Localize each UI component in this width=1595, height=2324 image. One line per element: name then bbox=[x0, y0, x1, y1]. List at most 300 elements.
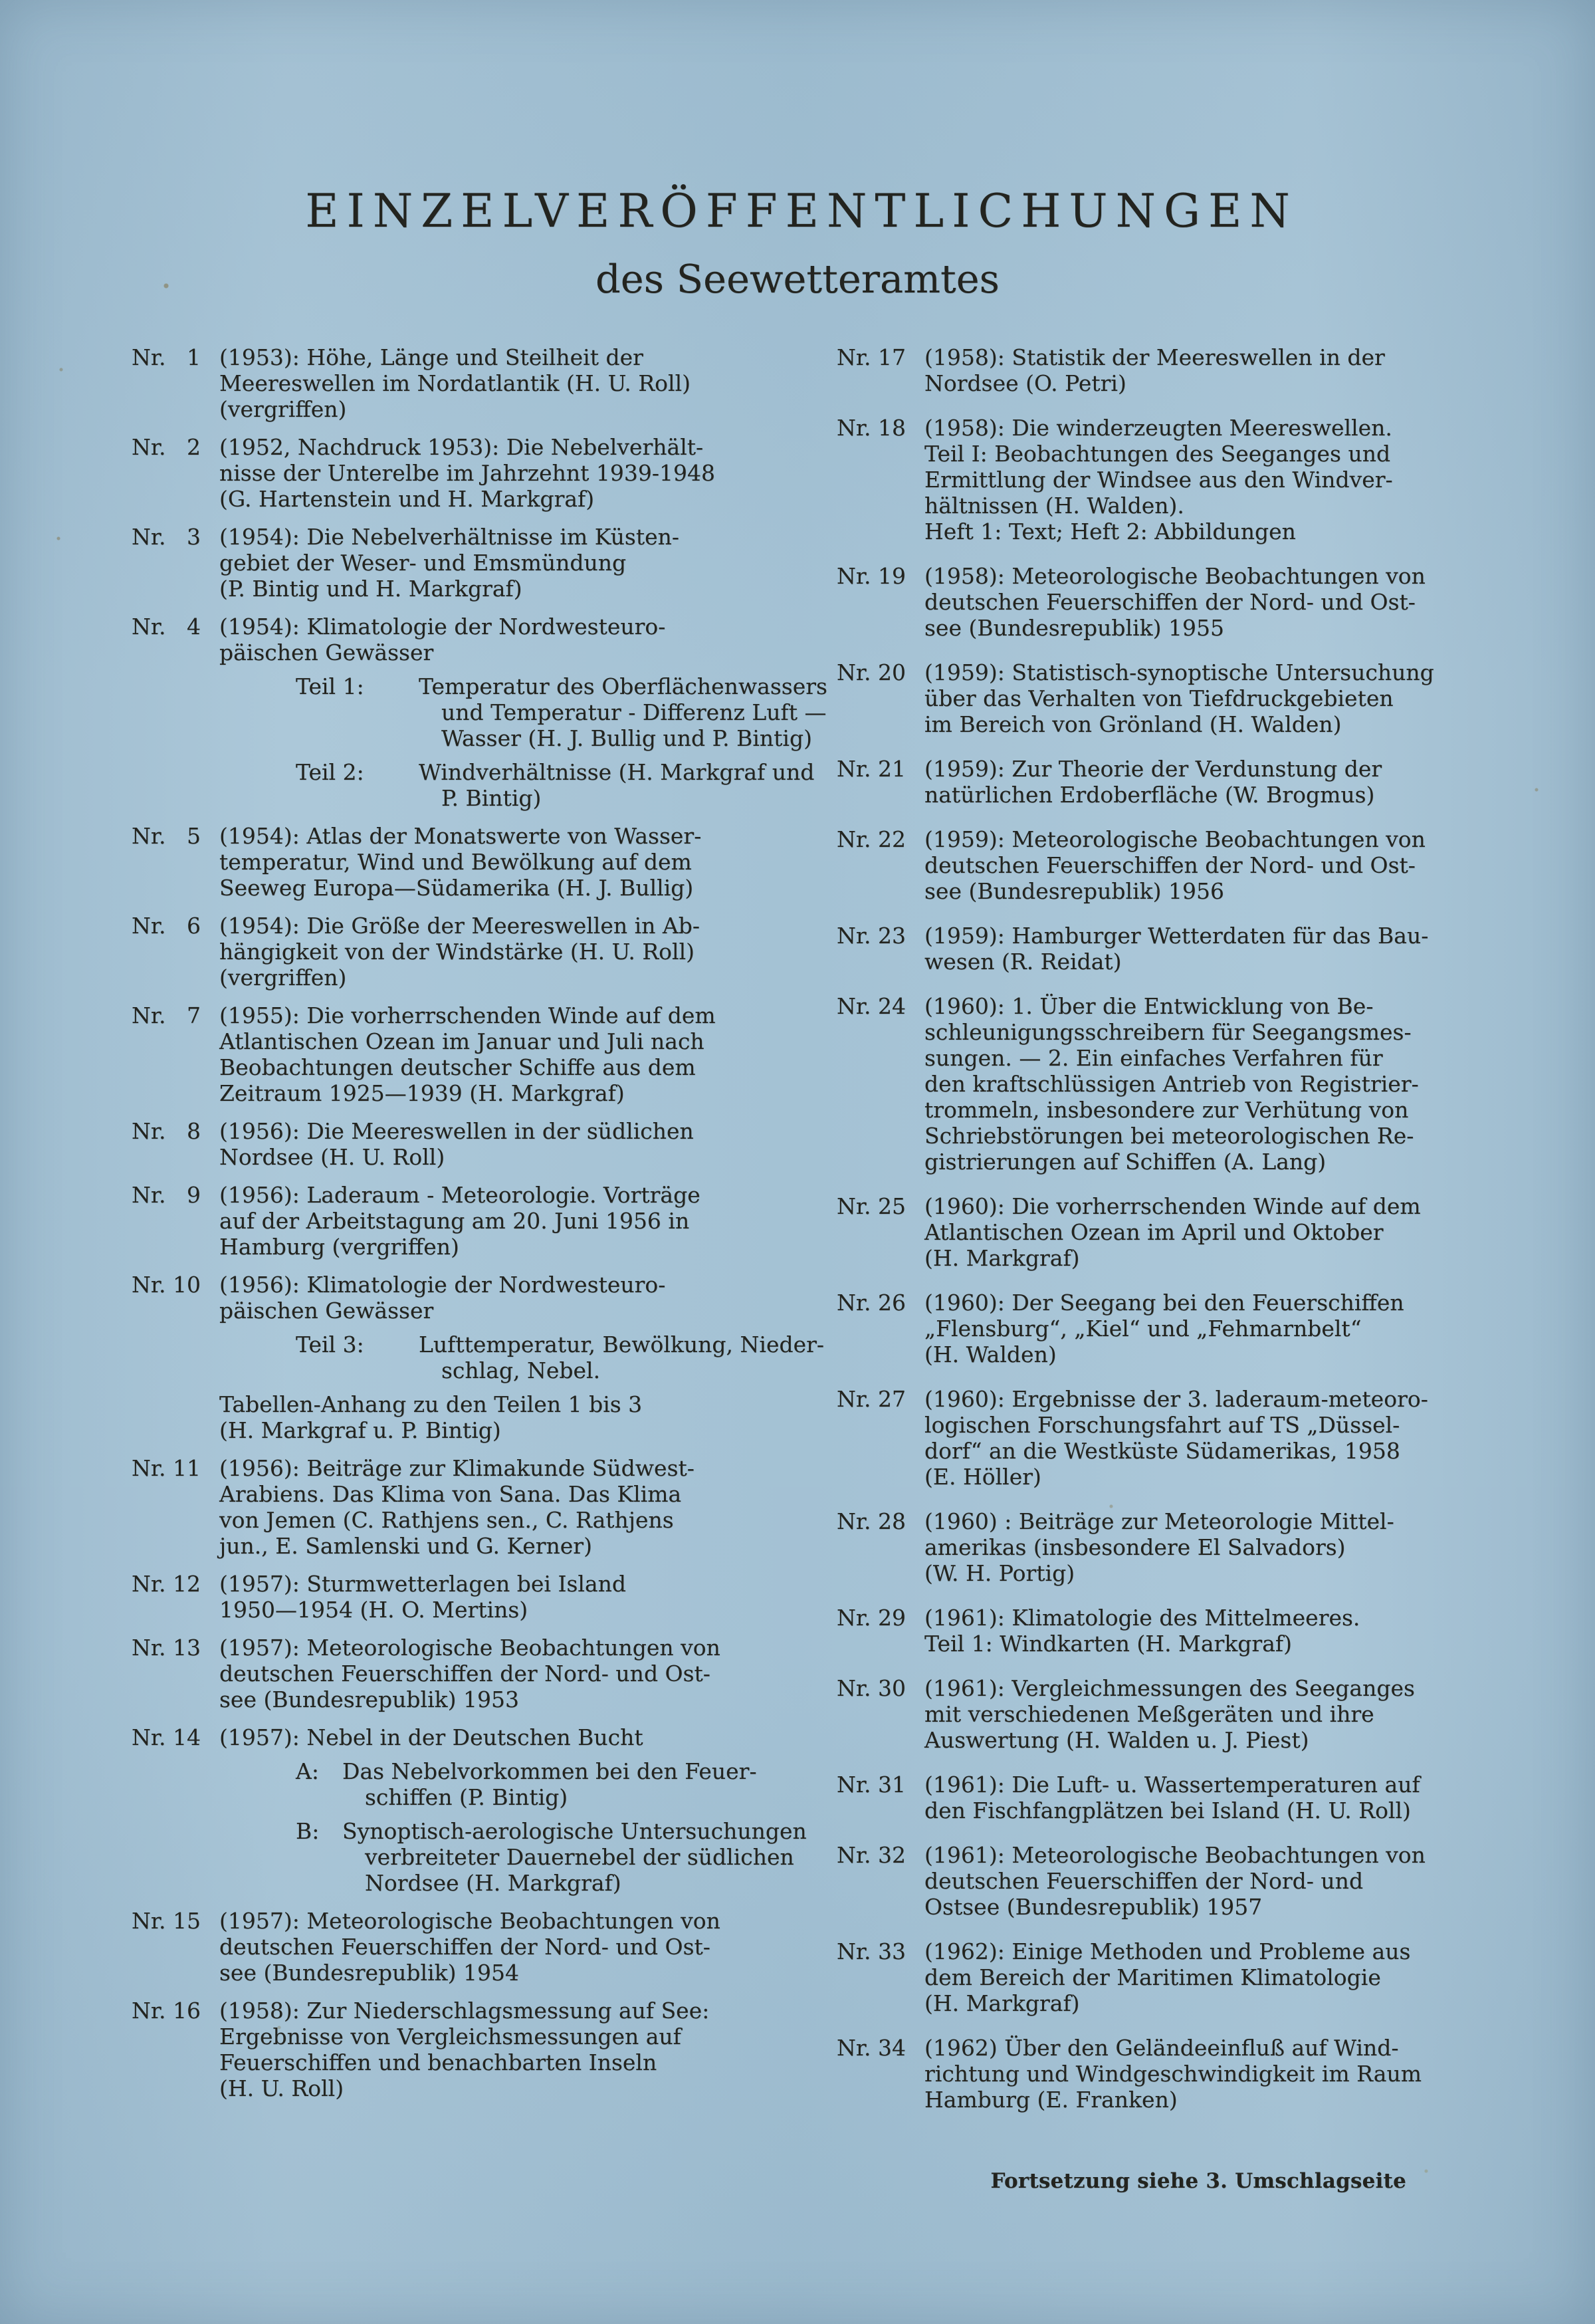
entry-number-prefix: Nr. bbox=[132, 1908, 166, 1934]
entry-line: Tabellen-Anhang zu den Teilen 1 bis 3 bbox=[219, 1391, 643, 1417]
entry-number bbox=[132, 434, 201, 460]
publication-entry bbox=[132, 1724, 807, 1896]
entry-number bbox=[132, 524, 201, 550]
entry-text-block bbox=[924, 659, 1461, 737]
entry-line: Windverhältnisse (H. Markgraf und bbox=[419, 759, 815, 785]
entry-line: Nordsee (O. Petri) bbox=[924, 370, 1126, 396]
entry-number-value: 1 bbox=[187, 344, 201, 370]
entry-line: deutschen Feuerschiffen der Nord- und bbox=[924, 1868, 1364, 1894]
entry-number-value: 22 bbox=[878, 826, 906, 852]
entry-number-prefix: Nr. bbox=[837, 756, 871, 782]
entry-body bbox=[924, 923, 1461, 975]
entry-body bbox=[219, 1182, 760, 1260]
entry-number-prefix: Nr. bbox=[132, 1571, 166, 1597]
entry-text-block bbox=[924, 415, 1461, 544]
entry-text-block bbox=[219, 1908, 760, 1986]
entry-number-prefix: Nr. bbox=[837, 1938, 871, 1964]
entry-line: (1958): Zur Niederschlagsmessung auf See: bbox=[219, 1998, 710, 2024]
entry-line: (1958): Die winderzeugten Meereswellen. bbox=[924, 415, 1392, 441]
entry-line: (1956): Laderaum - Meteorologie. Vorträge bbox=[219, 1182, 700, 1208]
entry-number-prefix: Nr. bbox=[837, 1772, 871, 1798]
entry-number bbox=[837, 415, 906, 441]
entry-number-prefix: Nr. bbox=[837, 1290, 871, 1316]
entry-line: (1956): Klimatologie der Nordwesteuro- bbox=[219, 1272, 666, 1298]
entry-text-block bbox=[924, 1290, 1461, 1367]
publication-entry bbox=[837, 563, 1461, 641]
entry-line: gistrierungen auf Schiffen (A. Lang) bbox=[924, 1149, 1327, 1175]
entry-text-block bbox=[924, 2035, 1461, 2113]
entry-text-block bbox=[924, 826, 1461, 904]
entry-sub-label: Teil 2: bbox=[296, 759, 364, 785]
publication-entry bbox=[837, 1605, 1461, 1657]
entry-line: Atlantischen Ozean im Januar und Juli nach bbox=[219, 1028, 704, 1054]
entry-line: (1960): Der Seegang bei den Feuerschiffen bbox=[924, 1290, 1404, 1316]
entry-line: von Jemen (C. Rathjens sen., C. Rathjens bbox=[219, 1507, 674, 1533]
entry-line: dorf“ an die Westküste Südamerikas, 1958 bbox=[924, 1438, 1400, 1464]
entry-number-prefix: Nr. bbox=[132, 1118, 166, 1144]
entry-number-prefix: Nr. bbox=[837, 344, 871, 370]
publication-entry bbox=[132, 434, 760, 512]
entry-line: (1956): Die Meereswellen in der südlichen bbox=[219, 1118, 694, 1144]
entry-number-value: 6 bbox=[187, 913, 201, 939]
entry-sub-block bbox=[296, 1758, 807, 1810]
entry-number-prefix: Nr. bbox=[132, 524, 166, 550]
entry-number-value: 17 bbox=[878, 344, 906, 370]
entry-sub-lines bbox=[419, 673, 827, 751]
entry-body bbox=[924, 344, 1461, 396]
entry-number-value: 12 bbox=[173, 1571, 201, 1597]
entry-body bbox=[219, 1724, 807, 1896]
publication-entry bbox=[132, 614, 827, 811]
entry-body bbox=[219, 614, 827, 811]
entry-line: see (Bundesrepublik) 1955 bbox=[924, 615, 1224, 641]
entry-line: (1960) : Beiträge zur Meteorologie Mittel- bbox=[924, 1508, 1394, 1534]
entry-line: Seeweg Europa—Südamerika (H. J. Bullig) bbox=[219, 875, 694, 901]
entry-text-block bbox=[219, 1182, 760, 1260]
entry-number bbox=[132, 1182, 201, 1208]
entry-line: gebiet der Weser- und Emsmündung bbox=[219, 550, 627, 576]
publication-entry bbox=[132, 1182, 760, 1260]
entry-line: (1961): Vergleichmessungen des Seeganges bbox=[924, 1675, 1415, 1701]
entry-line: und Temperatur - Differenz Luft — bbox=[441, 699, 827, 725]
entry-number-value: 27 bbox=[878, 1386, 906, 1412]
entry-line: (1954): Klimatologie der Nordwesteuro- bbox=[219, 614, 666, 639]
entry-number-value: 28 bbox=[878, 1508, 906, 1534]
entry-line: (1960): Ergebnisse der 3. laderaum-meteoro- bbox=[924, 1386, 1428, 1412]
entry-number-prefix: Nr. bbox=[132, 614, 166, 639]
entry-body bbox=[219, 1118, 760, 1170]
entry-line: Hamburg (vergriffen) bbox=[219, 1234, 459, 1260]
publication-entry bbox=[837, 415, 1461, 544]
entry-number-prefix: Nr. bbox=[132, 1998, 166, 2024]
entry-line: (1959): Zur Theorie der Verdunstung der bbox=[924, 756, 1382, 782]
entry-number-value: 20 bbox=[878, 659, 906, 685]
entry-line: Ermittlung der Windsee aus den Windver- bbox=[924, 467, 1393, 493]
publication-entry bbox=[837, 1842, 1461, 1920]
entry-line: Nordsee (H. Markgraf) bbox=[365, 1870, 621, 1896]
entry-body bbox=[924, 1290, 1461, 1367]
entry-number-prefix: Nr. bbox=[132, 1455, 166, 1481]
entry-number-value: 34 bbox=[878, 2035, 906, 2061]
entry-number-prefix: Nr. bbox=[132, 1002, 166, 1028]
entry-line: nisse der Unterelbe im Jahrzehnt 1939-1948 bbox=[219, 460, 716, 486]
entry-line: (P. Bintig und H. Markgraf) bbox=[219, 576, 522, 602]
entry-number-value: 33 bbox=[878, 1938, 906, 1964]
entry-text-block bbox=[219, 1635, 760, 1712]
entry-number bbox=[132, 344, 201, 370]
entry-body bbox=[924, 1842, 1461, 1920]
entry-line: (1957): Sturmwetterlagen bei Island bbox=[219, 1571, 627, 1597]
entry-number-value: 9 bbox=[187, 1182, 201, 1208]
publication-entry bbox=[132, 913, 760, 990]
entry-text-block bbox=[924, 756, 1461, 808]
entry-line: deutschen Feuerschiffen der Nord- und Ost- bbox=[219, 1661, 710, 1686]
entry-body bbox=[219, 434, 760, 512]
entry-line: schiffen (P. Bintig) bbox=[365, 1784, 568, 1810]
entry-line: (1955): Die vorherrschenden Winde auf dem bbox=[219, 1002, 716, 1028]
entry-number bbox=[837, 1605, 906, 1631]
entry-line: (1958): Statistik der Meereswellen in der bbox=[924, 344, 1385, 370]
entry-text-block bbox=[924, 1938, 1461, 2016]
entry-line: auf der Arbeitstagung am 20. Juni 1956 in bbox=[219, 1208, 690, 1234]
entry-number-prefix: Nr. bbox=[132, 1635, 166, 1661]
entry-line: Feuerschiffen und benachbarten Inseln bbox=[219, 2049, 657, 2075]
entry-text-block bbox=[924, 1386, 1461, 1490]
entry-text-block bbox=[219, 434, 760, 512]
entry-line: Zeitraum 1925—1939 (H. Markgraf) bbox=[219, 1080, 625, 1106]
entry-number bbox=[837, 659, 906, 685]
publication-entry bbox=[132, 524, 760, 602]
entry-line: Synoptisch-aerologische Untersuchungen bbox=[342, 1818, 807, 1844]
entry-line: den Fischfangplätzen bei Island (H. U. Roll) bbox=[924, 1798, 1411, 1823]
entry-number-value: 21 bbox=[878, 756, 906, 782]
entry-text-block bbox=[219, 524, 760, 602]
entry-line: (vergriffen) bbox=[219, 396, 347, 422]
entry-line: (1957): Meteorologische Beobachtungen von bbox=[219, 1635, 720, 1661]
entry-line: see (Bundesrepublik) 1954 bbox=[219, 1960, 519, 1986]
entry-number bbox=[132, 1635, 201, 1661]
entry-sub-label: Teil 3: bbox=[296, 1332, 364, 1357]
entry-number bbox=[132, 913, 201, 939]
entry-number-prefix: Nr. bbox=[132, 823, 166, 849]
entry-number bbox=[837, 344, 906, 370]
entry-line: päischen Gewässer bbox=[219, 1298, 434, 1324]
entry-text-block bbox=[924, 1772, 1461, 1823]
entry-line: trommeln, insbesondere zur Verhütung von bbox=[924, 1097, 1409, 1123]
entry-line: (1957): Nebel in der Deutschen Bucht bbox=[219, 1724, 643, 1750]
entry-number bbox=[132, 614, 201, 639]
entry-body bbox=[219, 1635, 760, 1712]
entry-number-prefix: Nr. bbox=[837, 1675, 871, 1701]
entry-sub-lines bbox=[342, 1818, 807, 1896]
entry-number-prefix: Nr. bbox=[837, 1842, 871, 1868]
entry-text-block bbox=[924, 1675, 1461, 1753]
entry-number-value: 15 bbox=[173, 1908, 201, 1934]
entry-line: päischen Gewässer bbox=[219, 639, 434, 665]
entry-number-value: 29 bbox=[878, 1605, 906, 1631]
entry-body bbox=[219, 1908, 760, 1986]
entry-line: „Flensburg“, „Kiel“ und „Fehmarnbelt“ bbox=[924, 1316, 1362, 1341]
entry-body bbox=[924, 659, 1461, 737]
entry-number bbox=[132, 1002, 201, 1028]
entry-number-prefix: Nr. bbox=[837, 1605, 871, 1631]
entry-number-prefix: Nr. bbox=[132, 913, 166, 939]
entry-text-block bbox=[219, 1118, 760, 1170]
entry-line: sungen. — 2. Ein einfaches Verfahren für bbox=[924, 1045, 1383, 1071]
entry-number-value: 24 bbox=[878, 993, 906, 1019]
entry-line: amerikas (insbesondere El Salvadors) bbox=[924, 1534, 1346, 1560]
entry-line: deutschen Feuerschiffen der Nord- und Ost- bbox=[219, 1934, 710, 1960]
entry-number-value: 13 bbox=[173, 1635, 201, 1661]
entry-body bbox=[924, 415, 1461, 544]
entry-line: (H. Markgraf) bbox=[924, 1245, 1080, 1271]
entry-number-value: 4 bbox=[187, 614, 201, 639]
entry-line: den kraftschlüssigen Antrieb von Registrier- bbox=[924, 1071, 1419, 1097]
entry-line: Ergebnisse von Vergleichsmessungen auf bbox=[219, 2024, 681, 2049]
entry-body bbox=[924, 563, 1461, 641]
entry-number-value: 10 bbox=[173, 1272, 201, 1298]
entry-number bbox=[132, 823, 201, 849]
entry-number bbox=[132, 1571, 201, 1597]
entry-line: Temperatur des Oberflächenwassers bbox=[419, 673, 827, 699]
entry-number bbox=[132, 1908, 201, 1934]
entry-number-prefix: Nr. bbox=[132, 1724, 166, 1750]
entry-number-value: 14 bbox=[173, 1724, 201, 1750]
publication-entry bbox=[132, 1571, 760, 1623]
entry-number-value: 3 bbox=[187, 524, 201, 550]
entry-text-block bbox=[924, 563, 1461, 641]
publication-entry bbox=[837, 826, 1461, 904]
publication-entry bbox=[837, 923, 1461, 975]
entry-body bbox=[219, 1571, 760, 1623]
entry-line: Teil I: Beobachtungen des Seeganges und bbox=[924, 441, 1391, 467]
entry-body bbox=[219, 1455, 760, 1559]
entry-sub-lines bbox=[342, 1758, 807, 1810]
entry-text-block bbox=[219, 1998, 760, 2101]
entry-sub-lines bbox=[419, 1332, 824, 1383]
entry-line: Atlantischen Ozean im April und Oktober bbox=[924, 1219, 1384, 1245]
entry-number-prefix: Nr. bbox=[837, 826, 871, 852]
entry-number-prefix: Nr. bbox=[837, 1193, 871, 1219]
entry-sub-lines bbox=[419, 759, 827, 811]
publication-entry bbox=[837, 2035, 1461, 2113]
entry-body bbox=[924, 1938, 1461, 2016]
publication-entry bbox=[837, 1772, 1461, 1823]
entry-line: Beobachtungen deutscher Schiffe aus dem bbox=[219, 1054, 696, 1080]
entry-number bbox=[837, 923, 906, 949]
entry-number bbox=[837, 826, 906, 852]
entry-number-value: 25 bbox=[878, 1193, 906, 1219]
entry-line: (1953): Höhe, Länge und Steilheit der bbox=[219, 344, 643, 370]
publication-entry bbox=[132, 1455, 760, 1559]
entry-number-value: 8 bbox=[187, 1118, 201, 1144]
publication-entry bbox=[837, 756, 1461, 808]
entry-number-value: 5 bbox=[187, 823, 201, 849]
entry-line: schlag, Nebel. bbox=[441, 1357, 601, 1383]
publication-entry bbox=[837, 993, 1461, 1175]
column-right bbox=[837, 344, 1461, 2131]
entry-line: Das Nebelvorkommen bei den Feuer- bbox=[342, 1758, 757, 1784]
entry-line: jun., E. Samlenski und G. Kerner) bbox=[219, 1533, 592, 1559]
entry-line: Auswertung (H. Walden u. J. Piest) bbox=[924, 1727, 1309, 1753]
entry-line: temperatur, Wind und Bewölkung auf dem bbox=[219, 849, 692, 875]
entry-number-prefix: Nr. bbox=[837, 1386, 871, 1412]
entry-line: hältnissen (H. Walden). bbox=[924, 493, 1184, 519]
entry-text-block bbox=[924, 923, 1461, 975]
entry-number bbox=[837, 1193, 906, 1219]
entry-number-value: 7 bbox=[187, 1002, 201, 1028]
entry-line: see (Bundesrepublik) 1956 bbox=[924, 878, 1224, 904]
entry-line: (1962): Einige Methoden und Probleme aus bbox=[924, 1938, 1411, 1964]
entry-line: (H. Walden) bbox=[924, 1341, 1057, 1367]
entry-number bbox=[132, 1118, 201, 1144]
entry-line: logischen Forschungsfahrt auf TS „Düssel- bbox=[924, 1412, 1400, 1438]
entry-line: (1954): Die Größe der Meereswellen in Ab- bbox=[219, 913, 700, 939]
entry-number-prefix: Nr. bbox=[837, 923, 871, 949]
entry-sub-block bbox=[296, 759, 827, 811]
entry-text-block bbox=[219, 1272, 824, 1324]
entry-number bbox=[132, 1455, 201, 1481]
entry-sub-block bbox=[296, 673, 827, 751]
entry-line: (1960): 1. Über die Entwicklung von Be- bbox=[924, 993, 1374, 1019]
entry-line: P. Bintig) bbox=[441, 785, 542, 811]
entry-body bbox=[219, 1272, 824, 1443]
entry-number-value: 16 bbox=[173, 1998, 201, 2024]
entry-sub-label: B: bbox=[296, 1818, 320, 1844]
entry-text-block bbox=[219, 344, 760, 422]
entry-line: (H. U. Roll) bbox=[219, 2075, 344, 2101]
entry-body bbox=[219, 913, 760, 990]
entry-number-value: 18 bbox=[878, 415, 906, 441]
entry-line: Nordsee (H. U. Roll) bbox=[219, 1144, 445, 1170]
publication-entry bbox=[837, 1193, 1461, 1271]
entry-line: Wasser (H. J. Bullig und P. Bintig) bbox=[441, 725, 812, 751]
entry-line: im Bereich von Grönland (H. Walden) bbox=[924, 711, 1342, 737]
entry-text-block bbox=[219, 1571, 760, 1623]
entry-text-block bbox=[924, 344, 1461, 396]
entry-number bbox=[837, 1842, 906, 1868]
entry-text-block bbox=[219, 913, 760, 990]
entry-number-value: 31 bbox=[878, 1772, 906, 1798]
entry-body bbox=[219, 823, 760, 901]
entry-number-prefix: Nr. bbox=[132, 344, 166, 370]
entry-number-value: 23 bbox=[878, 923, 906, 949]
entry-number-prefix: Nr. bbox=[837, 415, 871, 441]
column-left bbox=[132, 344, 827, 2113]
entry-text-block bbox=[219, 1724, 807, 1750]
publication-entry bbox=[837, 1508, 1461, 1586]
entry-number-prefix: Nr. bbox=[132, 1182, 166, 1208]
entry-number bbox=[837, 1938, 906, 1964]
entry-body bbox=[924, 826, 1461, 904]
entry-body bbox=[924, 2035, 1461, 2113]
entry-number-prefix: Nr. bbox=[837, 659, 871, 685]
entry-line: (1959): Meteorologische Beobachtungen von bbox=[924, 826, 1426, 852]
entry-number bbox=[837, 1675, 906, 1701]
entry-line: deutschen Feuerschiffen der Nord- und Ost- bbox=[924, 589, 1416, 615]
entry-text-block bbox=[924, 993, 1461, 1175]
entry-line: (1954): Atlas der Monatswerte von Wasser- bbox=[219, 823, 702, 849]
entry-text-block bbox=[219, 614, 827, 665]
entry-number bbox=[132, 1272, 201, 1298]
entry-number-value: 32 bbox=[878, 1842, 906, 1868]
entry-body bbox=[219, 344, 760, 422]
entry-line: schleunigungsschreibern für Seegangsmes- bbox=[924, 1019, 1412, 1045]
entry-text-block bbox=[924, 1605, 1461, 1657]
entry-line: (1960): Die vorherrschenden Winde auf dem bbox=[924, 1193, 1421, 1219]
entry-body bbox=[924, 1508, 1461, 1586]
entry-line: natürlichen Erdoberfläche (W. Brogmus) bbox=[924, 782, 1375, 808]
entry-line: hängigkeit von der Windstärke (H. U. Roll) bbox=[219, 939, 695, 965]
entry-line: deutschen Feuerschiffen der Nord- und Ost- bbox=[924, 852, 1416, 878]
entry-body bbox=[924, 1675, 1461, 1753]
entry-text-block bbox=[924, 1508, 1461, 1586]
entry-number bbox=[837, 1508, 906, 1534]
entry-line: (E. Höller) bbox=[924, 1464, 1041, 1490]
entry-line: (G. Hartenstein und H. Markgraf) bbox=[219, 486, 595, 512]
entry-body bbox=[924, 993, 1461, 1175]
entry-line: 1950—1954 (H. O. Mertins) bbox=[219, 1597, 528, 1623]
publication-entry bbox=[837, 1675, 1461, 1753]
publication-entry bbox=[132, 1998, 760, 2101]
entry-line: verbreiteter Dauernebel der südlichen bbox=[365, 1844, 794, 1870]
entry-line: (W. H. Portig) bbox=[924, 1560, 1075, 1586]
entry-line: (1961): Die Luft- u. Wassertemperaturen auf bbox=[924, 1772, 1420, 1798]
publication-entry bbox=[837, 1938, 1461, 2016]
entry-line: Hamburg (E. Franken) bbox=[924, 2087, 1178, 2113]
entry-text-block bbox=[219, 823, 760, 901]
entry-line: (1959): Hamburger Wetterdaten für das Bau- bbox=[924, 923, 1429, 949]
entry-number-prefix: Nr. bbox=[837, 2035, 871, 2061]
entry-line: mit verschiedenen Meßgeräten und ihre bbox=[924, 1701, 1374, 1727]
entry-line: see (Bundesrepublik) 1953 bbox=[219, 1686, 519, 1712]
entry-number-prefix: Nr. bbox=[837, 563, 871, 589]
publication-entry bbox=[132, 823, 760, 901]
entry-text-block bbox=[924, 1842, 1461, 1920]
entry-number-value: 26 bbox=[878, 1290, 906, 1316]
entry-body bbox=[219, 524, 760, 602]
entry-number bbox=[837, 993, 906, 1019]
entry-body bbox=[219, 1998, 760, 2101]
entry-text-block bbox=[219, 1455, 760, 1559]
entry-sub-block bbox=[296, 1332, 824, 1383]
entry-line: (1958): Meteorologische Beobachtungen von bbox=[924, 563, 1426, 589]
publication-entry bbox=[837, 344, 1461, 396]
entry-line: Schriebstörungen bei meteorologischen Re- bbox=[924, 1123, 1414, 1149]
entry-number-value: 19 bbox=[878, 563, 906, 589]
publication-entry bbox=[837, 1386, 1461, 1490]
entry-number bbox=[837, 1386, 906, 1412]
entry-line: wesen (R. Reidat) bbox=[924, 949, 1122, 975]
publication-entry bbox=[132, 1118, 760, 1170]
entry-number bbox=[837, 756, 906, 782]
entry-line: (H. Markgraf) bbox=[924, 1990, 1080, 2016]
entry-number bbox=[837, 2035, 906, 2061]
publication-entry bbox=[837, 1290, 1461, 1367]
entry-number-prefix: Nr. bbox=[837, 1508, 871, 1534]
entry-line: (1957): Meteorologische Beobachtungen von bbox=[219, 1908, 720, 1934]
entry-sub-label: Teil 1: bbox=[296, 673, 364, 699]
entry-sub-label: A: bbox=[296, 1758, 319, 1784]
entry-line: richtung und Windgeschwindigkeit im Raum bbox=[924, 2061, 1422, 2087]
entry-line: Meereswellen im Nordatlantik (H. U. Roll) bbox=[219, 370, 691, 396]
entry-line: Heft 1: Text; Heft 2: Abbildungen bbox=[924, 519, 1296, 544]
entry-line: (1956): Beiträge zur Klimakunde Südwest- bbox=[219, 1455, 694, 1481]
continuation-note: Fortsetzung siehe 3. Umschlagseite bbox=[990, 2169, 1406, 2193]
entry-body bbox=[924, 756, 1461, 808]
entry-number bbox=[132, 1724, 201, 1750]
entry-number-value: 11 bbox=[173, 1455, 201, 1481]
